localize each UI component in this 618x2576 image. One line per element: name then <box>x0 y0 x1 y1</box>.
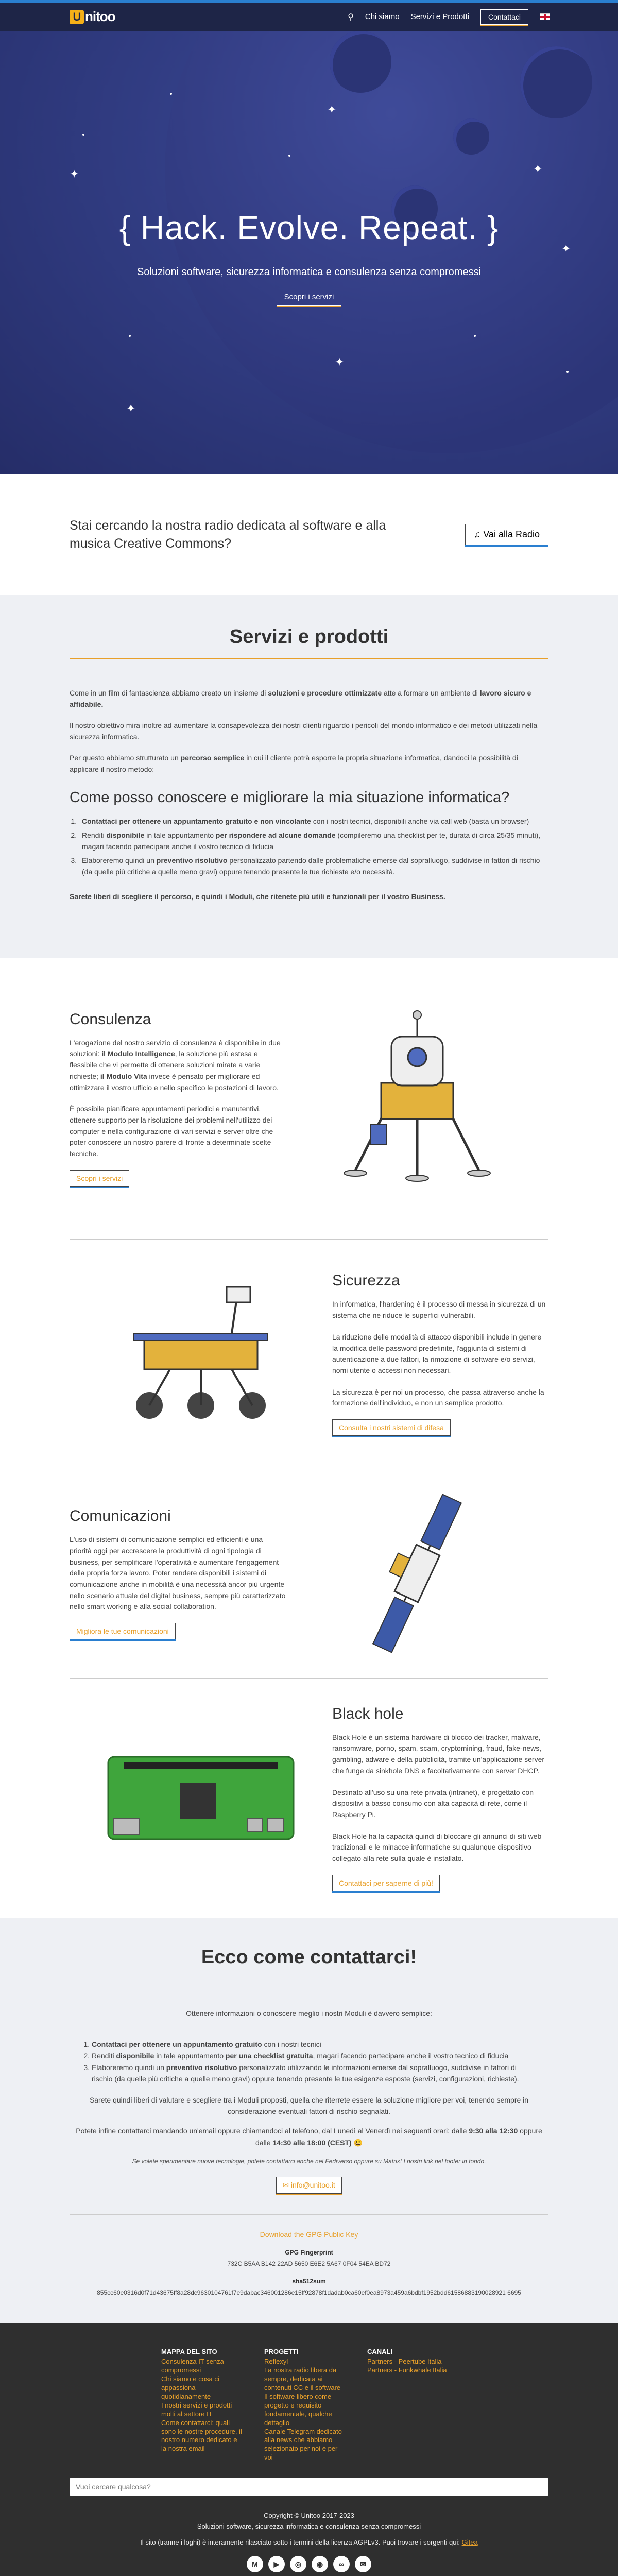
brand-name: nitoo <box>85 9 115 24</box>
security-feature <box>0 1240 618 1469</box>
footer <box>0 2323 618 2576</box>
services-section <box>0 595 618 958</box>
hero-content <box>0 209 618 306</box>
services-paragraph: Il nostro obiettivo mira inoltre ad aumentare la consapevolezza dei nostri clienti riguardo i pericoli del mondo informatico e dei metodi utilizzati nella sicurezza informatica. <box>70 721 538 741</box>
crater <box>330 31 391 93</box>
radio-text: Stai cercando la nostra radio dedicata al software e alla musica Creative Commons? <box>70 518 386 551</box>
consulting-services-button[interactable]: Scopri i servizi <box>70 1170 129 1187</box>
sha512-label: sha512sum <box>292 2278 326 2285</box>
top-nav <box>0 0 618 31</box>
list-item: 3. Elaboreremo quindi un preventivo risolutivo personalizzato utilizzando le informazioni emerse dal sopralluogo, suddivise in fattori di rischio (da quelle più critiche a quelle meno gravi) oppure tenendo presente le tue esigenze esposte (servizi, configurazioni, richieste). <box>92 2062 536 2085</box>
blackhole-contact-button[interactable]: Contattaci per saperne di più! <box>332 1875 440 1891</box>
fediverse-note: Se volete sperimentare nuove tecnologie, potete contattarci anche nel Fediverso oppure su Matrix! I nostri link nel footer in fondo. <box>132 2158 486 2165</box>
services-paragraph: Per questo abbiamo strutturato un percorso semplice in cui il cliente potrà esporre la propria situazione informatica, dandoci la possibilità di applicare il nostro metodo: <box>70 753 518 773</box>
improve-communications-button[interactable]: Migliora le tue comunicazioni <box>70 1623 176 1639</box>
list-item: 1. Contattaci per ottenere un appuntamento gratuito con i nostri tecnici <box>92 2039 536 2050</box>
sha512-value: 855cc60e0316d0f71d43675ff8a28dc9630104761f7e9dabac346001286e15ff92878f1dadab0ca60ef0ea8973a459a6bdbf1952bdd61586883190028921 6695 <box>97 2289 521 2297</box>
security-title: Sicurezza <box>332 1272 400 1290</box>
blackhole-title: Black hole <box>332 1705 404 1722</box>
go-to-radio-label: Vai alla Radio <box>483 529 540 539</box>
footer-search-input[interactable] <box>70 2478 548 2496</box>
star <box>288 155 290 157</box>
services-closing: Sarete liberi di scegliere il percorso, e quindi i Moduli, che ritenete più utili e funzionali per il vostro Business. <box>70 892 445 901</box>
footer-col-sitemap <box>161 2348 244 2462</box>
gpg-fingerprint-label: GPG Fingerprint <box>285 2249 333 2257</box>
consulting-feature <box>0 958 618 1239</box>
peertube-icon[interactable]: ▶ <box>268 2556 285 2572</box>
contact-intro: Ottenere informazioni o conoscere meglio i nostri Moduli è davvero semplice: <box>186 2009 432 2018</box>
communications-feature <box>0 1469 618 1678</box>
list-item: 1. Contattaci per ottenere un appuntamento gratuito e non vincolante con i nostri tecnici, disponibili anche via call web (basta un browser) <box>79 816 548 827</box>
raspberry-pi-illustration <box>70 1741 332 1855</box>
list-item: 3. Elaboreremo quindi un preventivo risolutivo personalizzato partendo dalle problematiche emerse dal sopralluogo, suddivise in fattori di rischio (da quelle più critiche a quelle meno gravi) oppure tenendo presente le tue richieste e/o necessità. <box>79 855 548 878</box>
footer-link[interactable]: Reflexyl <box>264 2358 288 2366</box>
mars-rover-illustration <box>70 1277 332 1431</box>
footer-link[interactable]: Partners - Funkwhale Italia <box>367 2366 447 2375</box>
services-question: Come posso conoscere e migliorare la mia situazione informatica? <box>70 789 510 806</box>
hero-title: { Hack. Evolve. Repeat. } <box>119 209 499 246</box>
crater <box>453 118 489 155</box>
matrix-icon[interactable]: ◉ <box>312 2556 328 2572</box>
contact-title: Ecco come contattarci! <box>70 1946 548 1979</box>
security-paragraph: In informatica, l'hardening è il processo di messa in sicurezza di un sistema che ne riduce le superfici vulnerabili. <box>332 1300 546 1320</box>
star <box>129 335 131 337</box>
footer-col-title: CANALI <box>367 2348 393 2356</box>
footer-link[interactable]: La nostra radio libera da sempre, dedicata ai contenuti CC e il software <box>264 2366 341 2392</box>
fediverse-icon[interactable]: ∞ <box>333 2556 350 2572</box>
star <box>82 134 84 136</box>
sparkle-icon: ✦ <box>561 242 571 255</box>
sparkle-icon: ✦ <box>335 355 345 368</box>
music-note-icon: ♫ <box>473 529 481 539</box>
funkwhale-icon[interactable]: ◎ <box>290 2556 306 2572</box>
brand-logo[interactable] <box>70 9 115 25</box>
contact-steps <box>82 2039 536 2085</box>
blackhole-paragraph: Black Hole è un sistema hardware di blocco dei tracker, malware, ransomware, porno, spam, scam, cryptomining, fraud, fake-news, gambling, adware e della pubblicità, tramite un'applicazione server che funge da sinkhole DNS e facoltativamente con server DHCP. <box>332 1733 545 1775</box>
footer-col-channels <box>367 2348 450 2462</box>
envelope-icon: ✉ <box>283 2181 289 2190</box>
star <box>170 93 172 95</box>
services-title: Servizi e prodotti <box>70 626 548 659</box>
sparkle-icon: ✦ <box>70 167 79 180</box>
license-text: Il sito (tranne i loghi) è interamente rilasciato sotto i termini della licenza AGPLv3. Puoi trovare i sorgenti qui: Gitea <box>140 2538 478 2546</box>
nav-contact-button[interactable]: Contattaci <box>480 9 528 25</box>
sparkle-icon: ✦ <box>327 103 337 116</box>
hero-subtitle: Soluzioni software, sicurezza informatica e consulenza senza compromessi <box>136 266 482 278</box>
services-paragraph: Come in un film di fantascienza abbiamo creato un insieme di soluzioni e procedure ottimizzate atte a formare un ambiente di lavoro sicuro e affidabile. <box>70 689 531 709</box>
hero <box>0 0 618 474</box>
contact-paragraph: Sarete quindi liberi di valutare e scegliere tra i Moduli proposti, quella che riterrete essere la soluzione migliore per voi, tenendo sempre in considerazione eventuali fattori di rischio segnalati. <box>89 2095 529 2116</box>
footer-link[interactable]: I nostri servizi e prodotti molti al settore IT <box>161 2401 232 2418</box>
telegram-icon[interactable]: ✉ <box>355 2556 371 2572</box>
gpg-fingerprint-value: 732C B5AA B142 22AD 5650 E6E2 5A67 0F04 54EA BD72 <box>227 2260 391 2268</box>
search-icon[interactable]: ⚲ <box>348 12 354 22</box>
services-steps <box>79 816 548 877</box>
consulting-title: Consulenza <box>70 1010 151 1028</box>
security-paragraph: La sicurezza è per noi un processo, che passa attraverso anche la formazione dell'individuo, e non un semplice prodotto. <box>332 1387 544 1408</box>
blackhole-feature <box>0 1679 618 1918</box>
footer-info <box>70 2511 548 2548</box>
sparkle-icon: ✦ <box>533 162 543 175</box>
email-label: info@unitoo.it <box>290 2181 335 2190</box>
footer-link[interactable]: Canale Telegram dedicato alla news che abbiamo selezionato per noi e per voi <box>264 2427 342 2462</box>
discover-services-button[interactable]: Scopri i servizi <box>277 289 342 306</box>
email-button[interactable] <box>276 2177 341 2194</box>
star <box>566 371 569 373</box>
star <box>474 335 476 337</box>
footer-link[interactable]: Partners - Peertube Italia <box>367 2358 442 2366</box>
footer-link[interactable]: Come contattarci: quali sono le nostre procedure, il nostro numero dedicato e la nostra email <box>161 2418 242 2453</box>
nav-links <box>348 9 550 25</box>
list-item: 2. Renditi disponibile in tale appuntamento per rispondere ad alcune domande (compileremo una checklist per te, durata di circa 25/35 minuti), magari facendo partecipare anche il vostro tecnico di fiducia <box>79 829 548 853</box>
footer-col-title: MAPPA DEL SITO <box>161 2348 217 2356</box>
footer-col-title: PROGETTI <box>264 2348 299 2356</box>
footer-col-projects <box>264 2348 347 2462</box>
blackhole-paragraph: Black Hole ha la capacità quindi di bloccare gli annunci di siti web tradizionali e le minacce informatiche su qualunque dispositivo collegato alla rete sulla quale è installato. <box>332 1832 542 1862</box>
mastodon-icon[interactable]: M <box>247 2556 263 2572</box>
consulting-paragraph: L'erogazione del nostro servizio di consulenza è disponibile in due soluzioni: il Modulo Intelligence, la soluzione più estesa e flessibile che vi permette di ottenere soluzioni mirate a varie richieste; il Modulo Vita invece è pensato per migliorare ed ottimizzare il vostro ufficio e nello specifico le postazioni di lavoro. <box>70 1038 281 1092</box>
blackhole-paragraph: Destinato all'uso su una rete privata (intranet), è progettato con dispositivi a basso consumo con alta capacità di rete, come il Raspberry Pi. <box>332 1788 534 1819</box>
contact-section <box>0 1918 618 2215</box>
security-paragraph: La riduzione delle modalità di attacco disponibili include in genere la modifica delle password predefinite, l'aggiunta di sistemi di autenticazione a due fattori, la rimozione di software e/o servizi, nomi utente o accessi non necessari. <box>332 1332 542 1375</box>
footer-link[interactable]: Il software libero come progetto e requisito fondamentale, qualche dettaglio <box>264 2392 332 2427</box>
gpg-download-link[interactable]: Download the GPG Public Key <box>260 2230 358 2239</box>
communications-paragraph: L'uso di sistemi di comunicazione semplici ed efficienti è una priorità oggi per accrescere la produttività di ogni tipologia di business, per semplificare l'operatività e aumentare l'engagement della propria forza lavoro. Poter rendere disponibili i sistemi di comunicazione anche in mobilità è una necessità ancor più urgente nello scenario attuale del digital business, sempre più caratterizzato nello smart working e alla social collaboration. <box>70 1535 286 1611</box>
footer-link[interactable]: Chi siamo e cosa ci appassiona quotidianamente <box>161 2375 219 2400</box>
footer-link[interactable]: Consulenza IT senza compromessi <box>161 2358 224 2375</box>
social-links <box>70 2556 548 2572</box>
list-item: 2. Renditi disponibile in tale appuntamento per una checklist gratuita, magari facendo partecipare anche il vostro tecnico di fiducia <box>92 2050 536 2061</box>
radio-banner <box>0 474 618 595</box>
nav-link-servizi[interactable]: Servizi e Prodotti <box>410 12 469 21</box>
uk-flag-icon[interactable] <box>540 13 550 20</box>
communications-title: Comunicazioni <box>70 1507 171 1525</box>
defense-systems-button[interactable]: Consulta i nostri sistemi di difesa <box>332 1419 451 1436</box>
logo-u-icon: U <box>70 10 84 24</box>
sparkle-icon: ✦ <box>126 402 136 415</box>
crater <box>520 46 592 118</box>
space-station-illustration <box>286 1486 548 1661</box>
nav-link-chi-siamo[interactable]: Chi siamo <box>365 12 400 21</box>
footer-tagline: Soluzioni software, sicurezza informatica e consulenza senza compromessi <box>197 2522 421 2530</box>
gitea-link[interactable]: Gitea <box>461 2538 478 2546</box>
gpg-section <box>0 2214 618 2323</box>
copyright: Copyright © Unitoo 2017-2023 <box>264 2512 354 2520</box>
contact-hours: Potete infine contattarci mandando un'email oppure chiamandoci al telefono, dal Lunedì al Venerdì nei seguenti orari: dalle 9:30 alla 12:30 oppure dalle 14:30 alle 18:00 (CEST) 😃 <box>76 2127 542 2147</box>
footer-columns <box>70 2348 548 2462</box>
go-to-radio-button[interactable] <box>465 524 548 545</box>
consulting-paragraph: È possibile pianificare appuntamenti periodici e manutentivi, ottenere supporto per la risoluzione dei problemi nell'utilizzo dei computer e nella configurazione di vari servizi e server oltre che poter conoscere un nostro parere di fronte a determinate scelte tecniche. <box>70 1105 273 1158</box>
lunar-lander-illustration <box>286 1006 548 1191</box>
